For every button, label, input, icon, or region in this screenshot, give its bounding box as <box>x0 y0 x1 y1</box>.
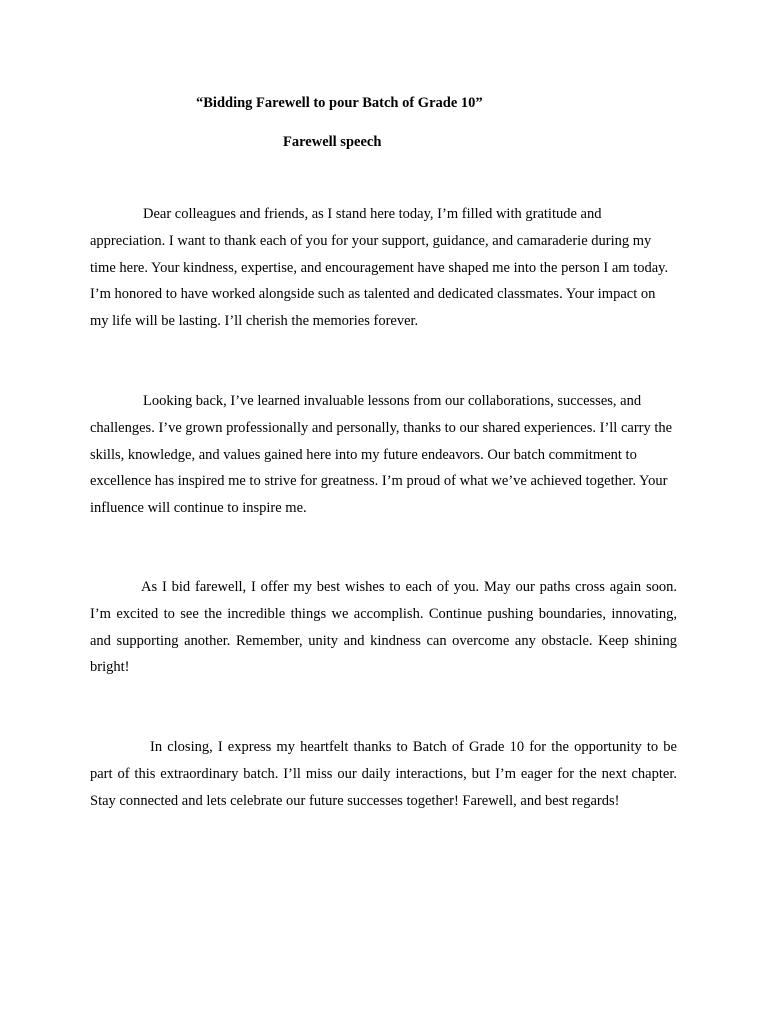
document-subtitle: Farewell speech <box>283 134 382 150</box>
paragraph-2: Looking back, I’ve learned invaluable lessons from our collaborations, successes, and challenges. I’ve grown professionally and personally, thanks to our shared experiences. I’ll carry the skills, knowledge, and values gained here into my future endeavors. Our batch commitment to excellence has inspired me to strive for greatness. I’m proud of what we’ve achieved together. Your influence will continue to inspire me. <box>90 393 673 517</box>
paragraph-1: Dear colleagues and friends, as I stand here today, I’m filled with gratitude and appreciation. I want to thank each of you for your support, guidance, and camaraderie during my time here. Your kindness, expertise, and encouragement have shaped me into the person I am today. I’m honored to have worked alongside such as talented and dedicated classmates. Your impact on my life will be lasting. I’ll cherish the memories forever. <box>90 206 669 330</box>
paragraph-4: In closing, I express my heartfelt thanks to Batch of Grade 10 for the opportunity to be part of this extraordinary batch. I’ll miss our daily interactions, but I’m eager for the next chapter. Stay connected and lets celebrate our future successes together! Farewell, and best regards! <box>90 739 677 809</box>
document-title: “Bidding Farewell to pour Batch of Grade 10” <box>196 95 483 111</box>
paragraph-3: As I bid farewell, I offer my best wishes to each of you. May our paths cross again soon. I’m excited to see the incredible things we accomplish. Continue pushing boundaries, innovating, and supporting another. Remember, unity and kindness can overcome any obstacle. Keep shining bright! <box>90 579 677 676</box>
